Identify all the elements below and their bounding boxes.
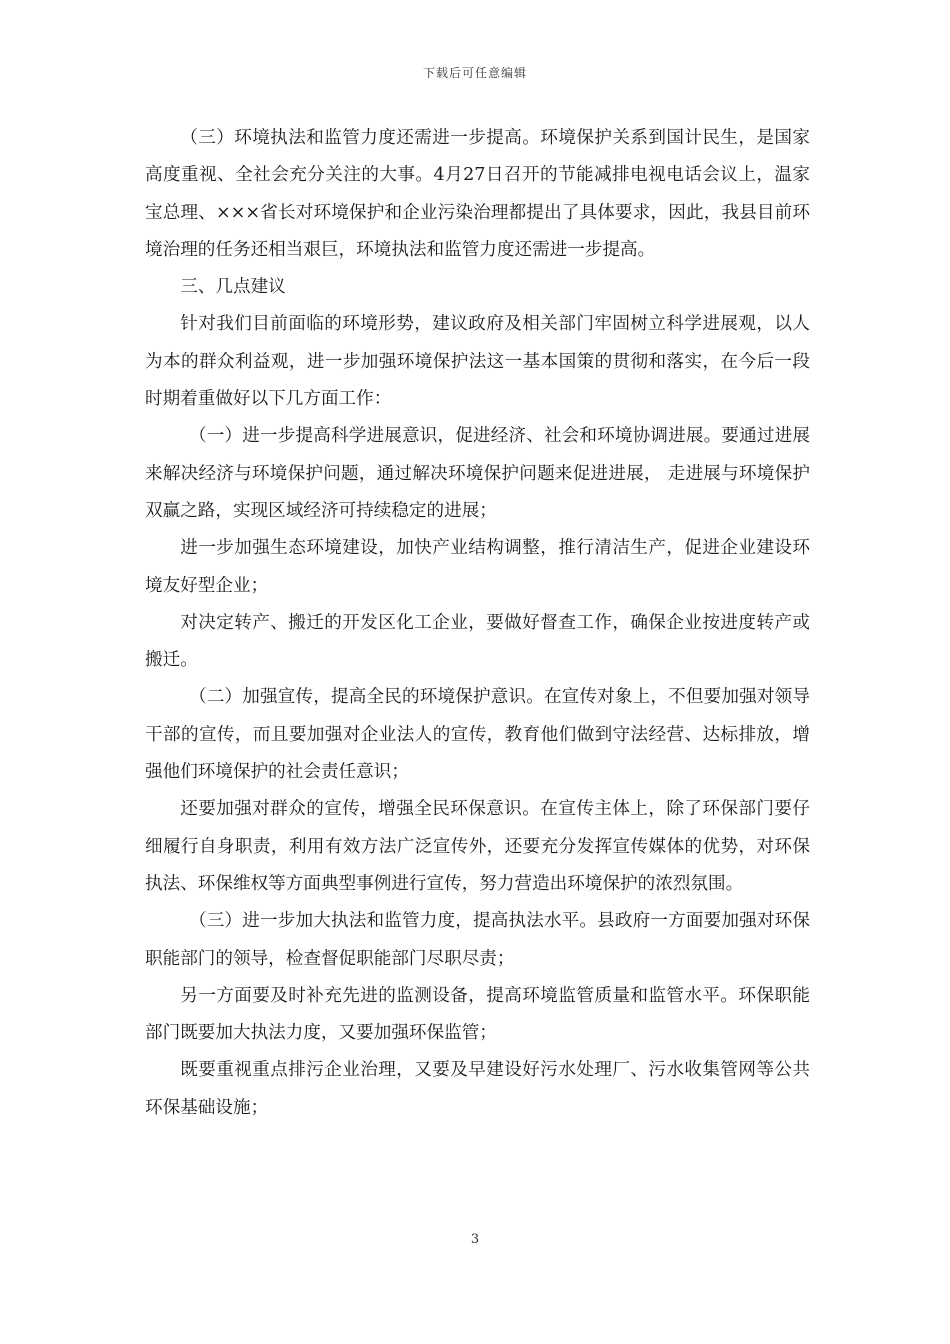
paragraph-item-three: （三）进一步加大执法和监管力度，提高执法水平。县政府一方面要加强对环保职能部门的领导，检查督促职能部门尽职尽责； bbox=[145, 911, 810, 969]
paragraph-suggestions-intro: 针对我们目前面临的环境形势，建议政府及相关部门牢固树立科学进展观，以人为本的群众利益观，进一步加强环境保护法这一基本国策的贯彻和落实，在今后一段时期着重做好以下几方面工作： bbox=[145, 314, 810, 410]
page-number: 3 bbox=[470, 1232, 480, 1247]
paragraph-public-awareness: 还要加强对群众的宣传，增强全民环保意识。在宣传主体上，除了环保部门要仔细履行自身职责，利用有效方法广泛宣传外，还要充分发挥宣传媒体的优势，对环保执法、环保维权等方面典型事例进行宣传，努力营造出环境保护的浓烈氛围。 bbox=[145, 799, 810, 894]
document-body bbox=[145, 120, 810, 1127]
paragraph-item-one: （一）进一步提高科学进展意识，促进经济、社会和环境协调进展。要通过进展来解决经济与环境保护问题，通过解决环境保护问题来促进进展， 走进展与环境保护双赢之路，实现区域经济可持续稳定的进展； bbox=[145, 426, 810, 521]
paragraph-item-two: （二）加强宣传，提高全民的环境保护意识。在宣传对象上，不但要加强对领导干部的宣传，而且要加强对企业法人的宣传，教育他们做到守法经营、达标排放，增强他们环境保护的社会责任意识； bbox=[145, 687, 810, 783]
paragraph-infrastructure: 既要重视重点排污企业治理，又要及早建设好污水处理厂、污水收集管网等公共环保基础设施； bbox=[145, 1060, 810, 1118]
paragraph-ecology: 进一步加强生态环境建设，加快产业结构调整，推行清洁生产，促进企业建设环境友好型企业； bbox=[145, 538, 810, 596]
paragraph-monitoring: 另一方面要及时补充先进的监测设备，提高环境监管质量和监管水平。环保职能部门既要加大执法力度，又要加强环保监管； bbox=[145, 985, 810, 1044]
page-header: 下载后可任意编辑 bbox=[422, 66, 527, 80]
paragraph-relocation: 对决定转产、搬迁的开发区化工企业，要做好督查工作，确保企业按进度转产或搬迁。 bbox=[145, 612, 810, 671]
section-heading-suggestions: 三、几点建议 bbox=[180, 277, 286, 298]
paragraph-environment-enforcement: （三）环境执法和监管力度还需进一步提高。环境保护关系到国计民生，是国家高度重视、全社会充分关注的大事。4月27日召开的节能减排电视电话会议上，温家宝总理、×××省长对环境保护和企业污染治理都提出了具体要求，因此，我县目前环境治理的任务还相当艰巨，环境执法和监管力度还需进一步提高。 bbox=[145, 128, 810, 260]
